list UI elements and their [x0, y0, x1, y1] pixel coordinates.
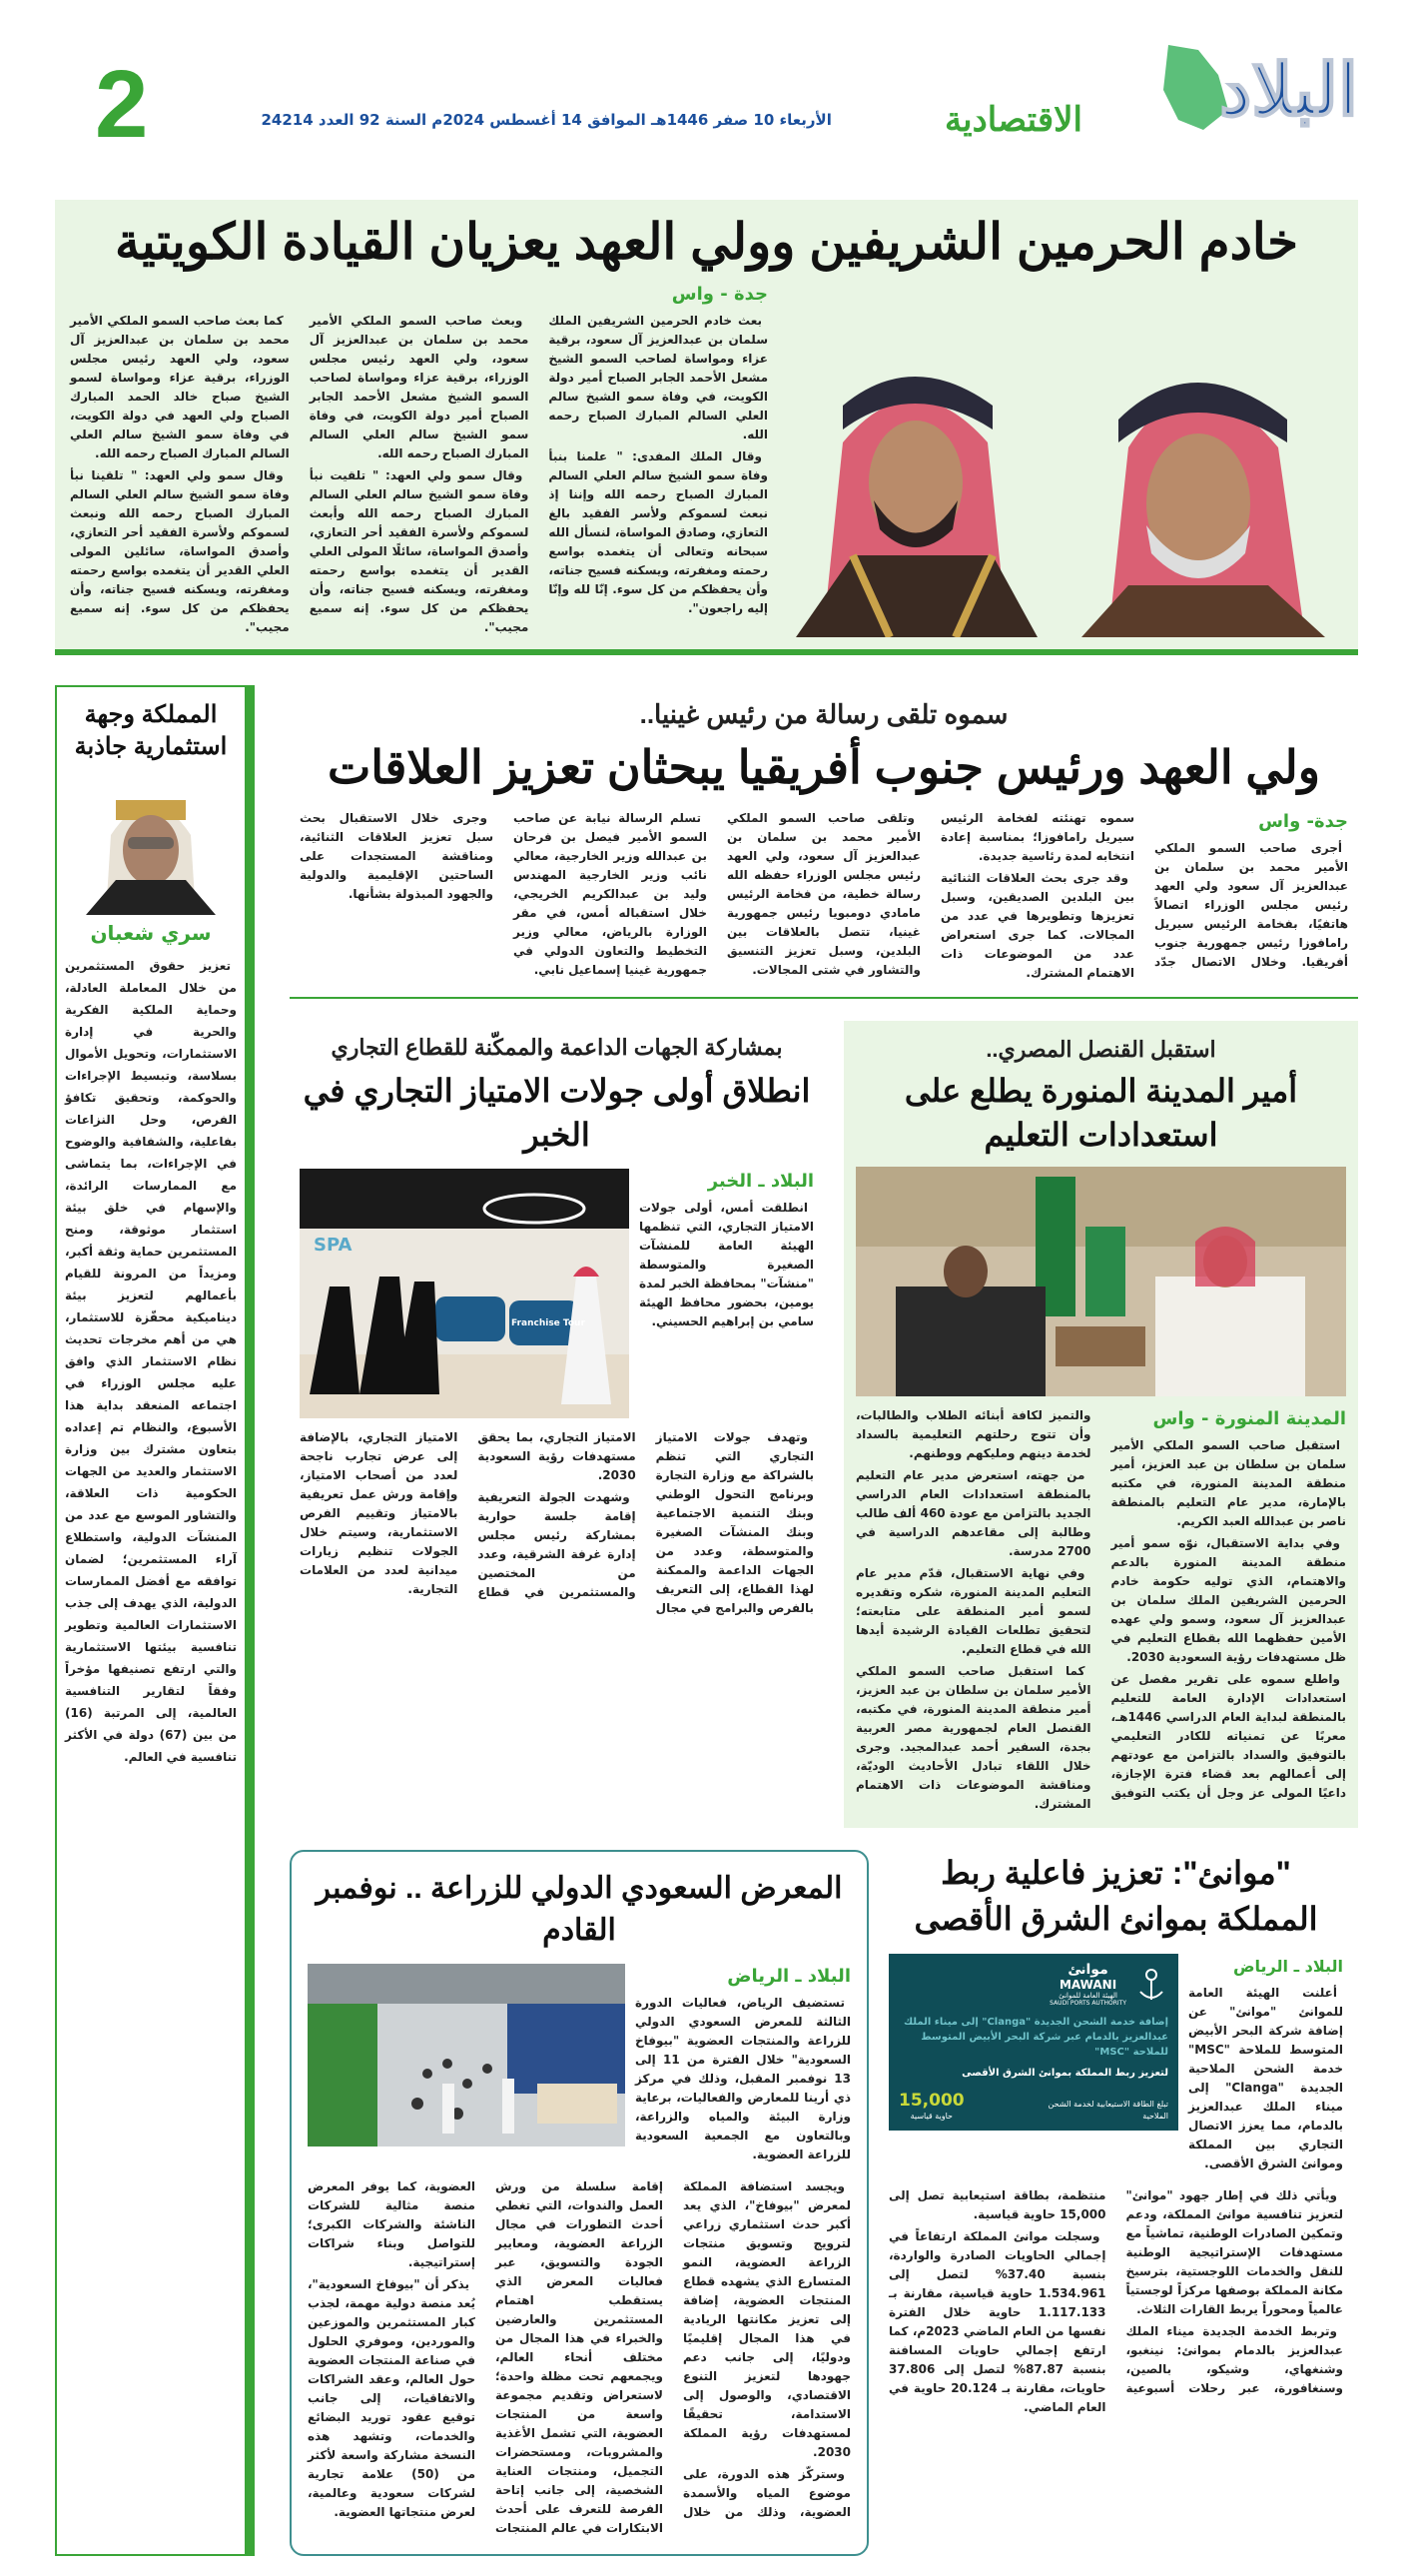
top-story	[55, 200, 1358, 655]
column-author: سري شعبان	[90, 921, 212, 945]
paragraph: وجرى خلال الاستقبال بحث سبل تعزيز العلاقات الثنائية، ومناقشة المستجدات على الساحتين الإقليمية والدولية والجهود المبذولة بشأنها.	[300, 811, 493, 901]
story-khobar-franchise	[290, 1021, 824, 1630]
paragraph: وبعث صاحب السمو الملكي الأمير محمد بن سلمان بن عبدالعزيز آل سعود، ولي العهد رئيس مجلس الوزراء، برقية عزاء ومواساة لصاحب السمو الشيخ مشعل الأحمد الجابر الصباح أمير دولة الكويت، في وفاة سمو الشيخ سالم العلي السالم المبارك الصباح رحمه الله.	[309, 314, 529, 460]
column-title: المملكة وجهة استثمارية جاذبة	[74, 701, 228, 760]
mawani-capacity-value: 15,000	[899, 2091, 965, 2111]
mawani-logo-ar: موانئ	[1067, 1962, 1108, 1978]
story2-kicker: سموه تلقى رسالة من رئيس غينيا..	[639, 699, 1009, 729]
paragraph: وتهدف جولات الامتياز التجاري التي تنظم بالشراكة مع وزارة التجارة وبرنامج التحول الوطني وبنك التنمية الاجتماعية وبنك المنشآت الصغيرة والمتوسطة، وعدد من الجهات الداعمة والممكنة لهذا القطاع، إلى التعريف بالفرص والبرامج في مجال الامتياز التجاري، بما يحقق مستهدفات رؤية السعودية 2030.	[477, 1430, 814, 1615]
mawani-dateline: البلاد ـ الرياض	[1233, 1957, 1343, 1976]
exhibition-hall-scene-icon	[308, 1964, 625, 2147]
paragraph: وقد جرى بحث العلاقات الثنائية بين البلدين الصديقين، وسبل تعزيزها وتطويرها في عدد من المجالات. كما جرى استعراض عدد من الموضوعات ذات الاهتمام المشترك.	[941, 871, 1134, 980]
madinah-dateline: المدينة المنورة - واس	[1152, 1408, 1346, 1429]
khobar-photo	[300, 1169, 629, 1418]
crown-prince-photo	[788, 338, 1038, 637]
mawani-headline: "موانئ": تعزيز فاعلية ربط المملكة بموانئ الشرق الأقصى	[914, 1855, 1318, 1937]
newspaper-logo: البلاد	[1108, 35, 1358, 175]
paragraph: من جهته، استعرض مدير عام التعليم بالمنطقة استعدادات العام الدراسي الجديد بالتزامن مع عودة 460 ألف طالب وطالبة إلى مقاعدهم الدراسية في 2700 مدرسة.	[856, 1468, 1091, 1558]
madinah-kicker: استقبل القنصل المصري..	[986, 1037, 1216, 1062]
paragraph: بعث خادم الحرمين الشريفين الملك سلمان بن عبدالعزيز آل سعود، برقية عزاء ومواساة لصاحب السمو الشيخ مشعل الأحمد الجابر الصباح أمير دولة الكويت، في وفاة سمو الشيخ سالم العلي السالم المبارك الصباح رحمه الله.	[548, 314, 768, 441]
paragraph: أعلنت الهيئة العامة للموانئ "موانئ" عن إضافة شركة البحر الأبيض المتوسط للملاحة "MSC" خدمة الشحن الملاحية الجديدة "Clanga" إلى ميناء الملك عبدالعزيز بالدمام، مما يعزز الاتصال التجاري بين المملكة وموانئ الشرق الأقصى.	[1188, 1986, 1343, 2170]
madinah-headline: أمير المدينة المنورة يطلع على استعدادات التعليم	[904, 1073, 1298, 1153]
mawani-capacity-label: تبلغ الطاقة الاستيعابية لخدمة الشحن الملاحية	[1048, 2100, 1168, 2121]
agri-dateline: البلاد ـ الرياض	[727, 1966, 851, 1987]
paragraph: انطلقت أمس، أولى جولات الامتياز التجاري، التي تنظمها الهيئة العامة للمنشآت الصغيرة والمتوسطة "منشآت" بمحافظة الخبر لمدة يومين، بحضور محافظ الهيئة سامي بن إبراهيم الحسيني.	[639, 1201, 814, 1328]
spa-watermark: SPA	[314, 1235, 353, 1256]
paragraph: وستركّز هذه الدورة، على موضوع المياه والأسمدة العضوية، وذلك من خلال إقامة سلسلة من ورش العمل والندوات، التي تغطي أحدث التطورات في مجال الزراعة العضوية، ومعايير الجودة والتسويق، عبر فعاليات المعرض الذي يستقطب اهتمام المستثمرين والعارضين والخبراء في هذا المجال من مختلف أنحاء العالم، ويجمعهم تحت مظلة واحدة؛ لاستعراض وتقديم مجموعة واسعة من المنتجات العضوية، التي تشمل الأغذية والمشروبات، ومستحضرات التجميل، ومنتجات العناية الشخصية، إلى جانب إتاحة الفرصة للتعرف على أحدث الابتكارات في عالم المنتجات العضوية، كما يوفر المعرض منصة مثالية للشركات الناشئة والشركات الكبرى؛ للتواصل وبناء شراكات إستراتيجية.	[308, 2179, 851, 2535]
khobar-headline: انطلاق أولى جولات الامتياز التجاري في الخبر	[303, 1073, 811, 1153]
top-story-body	[70, 282, 768, 637]
crown-prince-portrait-icon	[788, 338, 1038, 637]
paragraph: تعزيز حقوق المستثمرين من خلال المعاملة العادلة، وحماية الملكية الفكرية والحرية في إدارة الاستثمارات، وتحويل الأموال بسلاسة، وتبسيط الإجراءات والحوكمة، وتحقيق تكافؤ الفرص، وحل النزاعات بفاعلية، والشفافية والوضوح في الإجراءات، بما يتماشى مع الممارسات الرائدة، والإسهام في خلق بيئة استثمار موثوقة، ومنح المستثمرين حماية وثقة أكبر، ومزيداً من المرونة للقيام بأعمالهم لتعزيز بيئة ديناميكية محفّزة للاستثمار، هي من أهم مخرجات تحديث نظام الاستثمار الذي وافق عليه مجلس الوزراء في اجتماعه المنعقد بداية هذا الأسبوع، والنظام تم إعداده بتعاون مشترك بين وزارة الاستثمار والعديد من الجهات الحكومية ذات العلاقة، والتشاور الموسع مع عدد من المنشآت الدولية، واستطلاع آراء المستثمرين؛ لضمان توافقه مع أفضل الممارسات الدولية، الذي يهدف إلى جذب الاستثمارات العالمية وتطوير تنافسية بيئتها الاستثمارية والتي ارتفع تصنيفها مؤخراً وفقاً لتقارير التنافسية العالمية، إلى المرتبة (16) من بين (67) دولة في الأكثر تنافسية في العالم.	[65, 959, 237, 1764]
paragraph: ويأتي ذلك في إطار جهود "موانئ" لتعزيز تنافسية موانئ المملكة، ودعم وتمكين الصادرات الوطنية، تماشياً مع مستهدفات الإستراتيجية الوطنية للنقل والخدمات اللوجستية، بترسيخ مكانة المملكة بوصفها مركزاً لوجستياً عالمياً ومحوراً يربط القارات الثلاث.	[1125, 2188, 1343, 2316]
paragraph: ويجسد استضافة المملكة لمعرض "بيوفاخ"، الذي يعد أكبر حدث استثماري زراعي لترويج وتسويق منتجات الزراعة العضوية، النمو المتسارع الذي يشهده قطاع المنتجات العضوية، إضافة إلى تعزيز مكانتها الريادية في هذا المجال إقليميًا ودوليًا، إلى جانب دعم جهودها لتعزيز التنوع الاقتصادي، والوصول إلى الاستدامة، تحقيقًا لمستهدفات رؤية المملكة 2030.	[683, 2179, 851, 2459]
story-crown-prince-south-africa	[290, 685, 1358, 999]
paragraph: وفي بداية الاستقبال، نوّه سمو أمير منطقة المدينة المنورة بالدعم والاهتمام، الذي توليه حكومة خادم الحرمين الشريفين الملك سلمان بن عبدالعزيز آل سعود، وسمو ولي عهده الأمين حفظهما الله بقطاع التعليم في ظل مستهدفات رؤية السعودية 2030.	[1110, 1536, 1346, 1664]
paragraph: كما بعث صاحب السمو الملكي الأمير محمد بن سلمان بن عبدالعزيز آل سعود، ولي العهد رئيس مجلس الوزراء، برقية عزاء ومواساة لسمو الشيخ صباح خالد الحمد المبارك الصباح ولي العهد في دولة الكويت، في وفاة سمو الشيخ سالم العلي السالم المبارك الصباح رحمه الله.	[70, 314, 290, 460]
franchise-tour-sign: Franchise Tour	[511, 1318, 585, 1328]
agri-headline: المعرض السعودي الدولي للزراعة .. نوفمبر القادم	[316, 1872, 843, 1947]
paragraph: كما استقبل صاحب السمو الملكي الأمير سلمان بن سلطان بن عبد العزيز، أمير منطقة المدينة المنورة، في مكتبه، القنصل العام لجمهورية مصر العربية بجدة، السفير أحمد عبدالمجيد. وجرى خلال اللقاء تبادل الأحاديث الوديّة، ومناقشة الموضوعات ذات الاهتمام المشترك.	[856, 1664, 1091, 1811]
paragraph: تستضيف الرياض، فعاليات الدورة الثالثة للمعرض السعودي الدولي للزراعة والمنتجات العضوية "بيوفاخ السعودية" خلال الفترة من 11 إلى 13 نوفمبر المقبل، وذلك في مركز ذي أرينا للمعارض والفعاليات، برعاية وزارة البيئة والمياه والزراعة، وبالتعاون مع الجمعية السعودية للزراعة العضوية.	[635, 1996, 851, 2161]
mawani-tagline: لتعزيز ربط المملكة بموانئ الشرق الأقصى	[962, 2068, 1168, 2079]
author-portrait-icon	[86, 775, 216, 915]
paragraph: وقال سمو ولي العهد: " تلقيت نبأ وفاة سمو الشيخ سالم العلي السالم المبارك الصباح رحمه الله وأبعث لسموكم ولأسرة الفقيد أحر التعازي، وأصدق المواساة، سائلًا المولى العلي القدير أن يتغمده بواسع رحمته ومغفرته، ويسكنه فسيح جناته، وأن يحفظكم من كل سوء. إنه سميع مجيب".	[309, 468, 529, 634]
khobar-kicker: بمشاركة الجهات الداعمة والممكّنة للقطاع التجاري	[331, 1035, 783, 1060]
mawani-logo-en: MAWANI	[1059, 1978, 1117, 1992]
anchor-icon	[1134, 1966, 1168, 2004]
column-body	[65, 955, 237, 1768]
mawani-announcement: إضافة خدمة الشحن الجديدة "Clanga" إلى ميناء الملك عبدالعزيز بالدمام عبر شركة البحر الأبيض المتوسط للملاحة "MSC"	[903, 2017, 1168, 2058]
madinah-photo	[856, 1167, 1346, 1396]
paragraph: وتربط الخدمة الجديدة ميناء الملك عبدالعزيز بالدمام بموانئ: نينغبو، وشنغهاي، وشيكو، بالصين، وسنغافورة، عبر رحلات أسبوعية منتظمة، بطاقة استيعابية تصل إلى 15,000 حاوية قياسية.	[889, 2188, 1343, 2395]
story2-headline: ولي العهد ورئيس جنوب أفريقيا يبحثان تعزيز العلاقات	[328, 741, 1320, 793]
story-agri-exhibition	[290, 1850, 869, 2556]
top-story-dateline: جدة - واس	[671, 284, 768, 305]
mawani-capacity-unit: حاوية قياسية	[910, 2112, 953, 2121]
opinion-column	[55, 685, 255, 2556]
top-story-headline: خادم الحرمين الشريفين وولي العهد يعزيان القيادة الكويتية	[114, 214, 1299, 270]
king-portrait-icon	[1044, 308, 1343, 637]
paragraph: وفي نهاية الاستقبال، قدّم مدير عام التعليم المدينة المنورة، شكره وتقديره لسمو أمير المنطقة على متابعته؛ لتحقيق تطلعات القيادة الرشيدة أيدها الله في قطاع التعليم.	[856, 1566, 1091, 1656]
mawani-org-ar: الهيئة العامة للموانئ	[1059, 1992, 1117, 2000]
king-photo	[1044, 308, 1343, 637]
paragraph: استقبل صاحب السمو الملكي الأمير سلمان بن سلطان بن عبد العزيز، أمير منطقة المدينة المنورة، في مكتبه بالإمارة، مدير عام التعليم بالمنطقة ناصر بن عبدالله العبد الكريم.	[1110, 1438, 1346, 1528]
page-number: 2	[95, 51, 149, 158]
story-madinah	[844, 1021, 1358, 1828]
paragraph: واطلع سموه على تقرير مفصل عن استعدادات الإدارة العامة للتعليم بالمنطقة لبداية العام الدراسي 1446هـ، معربًا عن تمنياته للكادر التعليمي بالتوفيق والسداد بالتزامن مع عودتهم إلى أعمالهم بعد قضاء فترة الإجازة، داعيًا المولى عز وجل أن يكتب التوفيق والتميز لكافة أبنائه الطلاب والطالبات، وأن تتوج رحلتهم التعليمية بالسداد لخدمة دينهم ومليكهم ووطنهم.	[856, 1408, 1346, 1800]
khobar-dateline: البلاد ـ الخبر	[707, 1171, 814, 1192]
date-line: الأربعاء 10 صفر 1446هـ الموافق 14 أغسطس 2024م السنة 92 العدد 24214	[261, 111, 832, 129]
paragraph: أجرى صاحب السمو الملكي الأمير محمد بن سلمان بن عبدالعزيز آل سعود ولي العهد رئيس مجلس الوزراء اتصالاً هاتفيًا، بفخامة الرئيس سيريل رامافوزا رئيس جمهورية جنوب أفريقيا. وخلال الاتصال جدّد سموه تهنئته لفخامة الرئيس سيريل رامافوزا؛ بمناسبة إعادة انتخابه لمدة رئاسية جديدة.	[941, 811, 1348, 969]
author-photo	[65, 775, 237, 915]
mawani-graphic	[889, 1954, 1178, 2131]
masthead	[55, 0, 1358, 200]
meeting-scene-icon	[856, 1167, 1346, 1396]
paragraph: وسجلت موانئ المملكة ارتفاعاً في إجمالي الحاويات الصادرة والواردة، بنسبة 37.40% لتصل إلى 1.534.961 حاوية قياسية، مقارنة بـ 1.117.133 حاوية خلال الفترة نفسها من العام الماضي 2023م، كما ارتفع إجمالي حاويات المسافنة بنسبة 87.87% لتصل إلى 37.806 حاويات، مقارنة بـ 20.124 حاوية في العام الماضي.	[889, 2229, 1106, 2414]
agri-photo	[308, 1964, 625, 2147]
paragraph: وشهدت الجولة التعريفية إقامة جلسة حوارية بمشاركة رئيس مجلس إدارة غرفة الشرقية، وعدد من المختصين والمستثمرين في قطاع الامتياز التجاري، بالإضافة إلى عرض تجارب ناجحة لعدد من أصحاب الامتياز، وإقامة ورش عمل تعريفية بالامتياز وتقييم الفرص الاستثمارية، وسيتم خلال الجولات تنظيم زيارات ميدانية لعدد من العلامات التجارية.	[300, 1430, 636, 1599]
mawani-org-en: SAUDI PORTS AUTHORITY	[1050, 2000, 1126, 2007]
paragraph: وتلقى صاحب السمو الملكي الأمير محمد بن سلمان بن عبدالعزيز آل سعود، ولي العهد رئيس مجلس الوزراء حفظه الله رسالة خطية، من فخامة الرئيس مامادي دومبويا رئيس جمهورية غينيا، تتصل بالعلاقات بين البلدين، وسبل تعزيز التنسيق والتشاور في شتى المجالات.	[727, 811, 921, 977]
story2-dateline: جدة- واس	[1258, 811, 1348, 832]
section-title: الاقتصادية	[944, 101, 1082, 139]
paragraph: تسلم الرسالة نيابة عن صاحب السمو الأمير فيصل بن فرحان بن عبدالله وزير الخارجية، معالي نائب وزير الخارجية المهندس وليد بن عبدالكريم الخريجي، خلال استقباله أمس، في مقر الوزارة بالرياض، معالي وزير التخطيط والتعاون الدولي في جمهورية غينيا إسماعيل نابي.	[513, 811, 707, 977]
paragraph: يذكر أن "بيوفاخ السعودية"، يُعد منصة دولية مهمة، لجذب كبار المستثمرين والموزعين والموردين، وموفري الحلول في صناعة المنتجات العضوية حول العالم، وعقد الشراكات والاتفاقيات، إلى جانب توقيع عقود توريد البضائع والخدمات، وتشهد هذه النسخة مشاركة واسعة لأكثر من (50) علامة تجارية لشركات سعودية وعالمية، لعرض منتجاتها العضوية.	[308, 2277, 475, 2519]
franchise-event-scene-icon	[300, 1169, 629, 1418]
story-mawani	[889, 1850, 1343, 2427]
paragraph: وقال سمو ولي العهد: " تلقينا نبأ وفاة سمو الشيخ سالم العلي السالم المبارك الصباح رحمه الله ونبعث لسموكم ولأسرة الفقيد أحر التعازي، وأصدق المواساة، سائلين المولى العلي القدير أن يتغمده بواسع رحمته ومغفرته، ويسكنه فسيح جناته، وأن يحفظكم من كل سوء. إنه سميع مجيب".	[70, 468, 290, 634]
paragraph: وقال الملك المفدى: " علمنا بنبأ وفاة سمو الشيخ سالم العلي السالم المبارك الصباح رحمه الله وإننا إذ نبعث لسموكم ولأسر الفقيد بالغ التعازي، وصادق المواساة، لنسأل الله سبحانه وتعالى أن يتغمده بواسع رحمته ومغفرته، ويسكنه فسيح جناته، وأن يحفظكم من كل سوء. إنّا لله وإنّا إليه راجعون".	[548, 449, 768, 615]
